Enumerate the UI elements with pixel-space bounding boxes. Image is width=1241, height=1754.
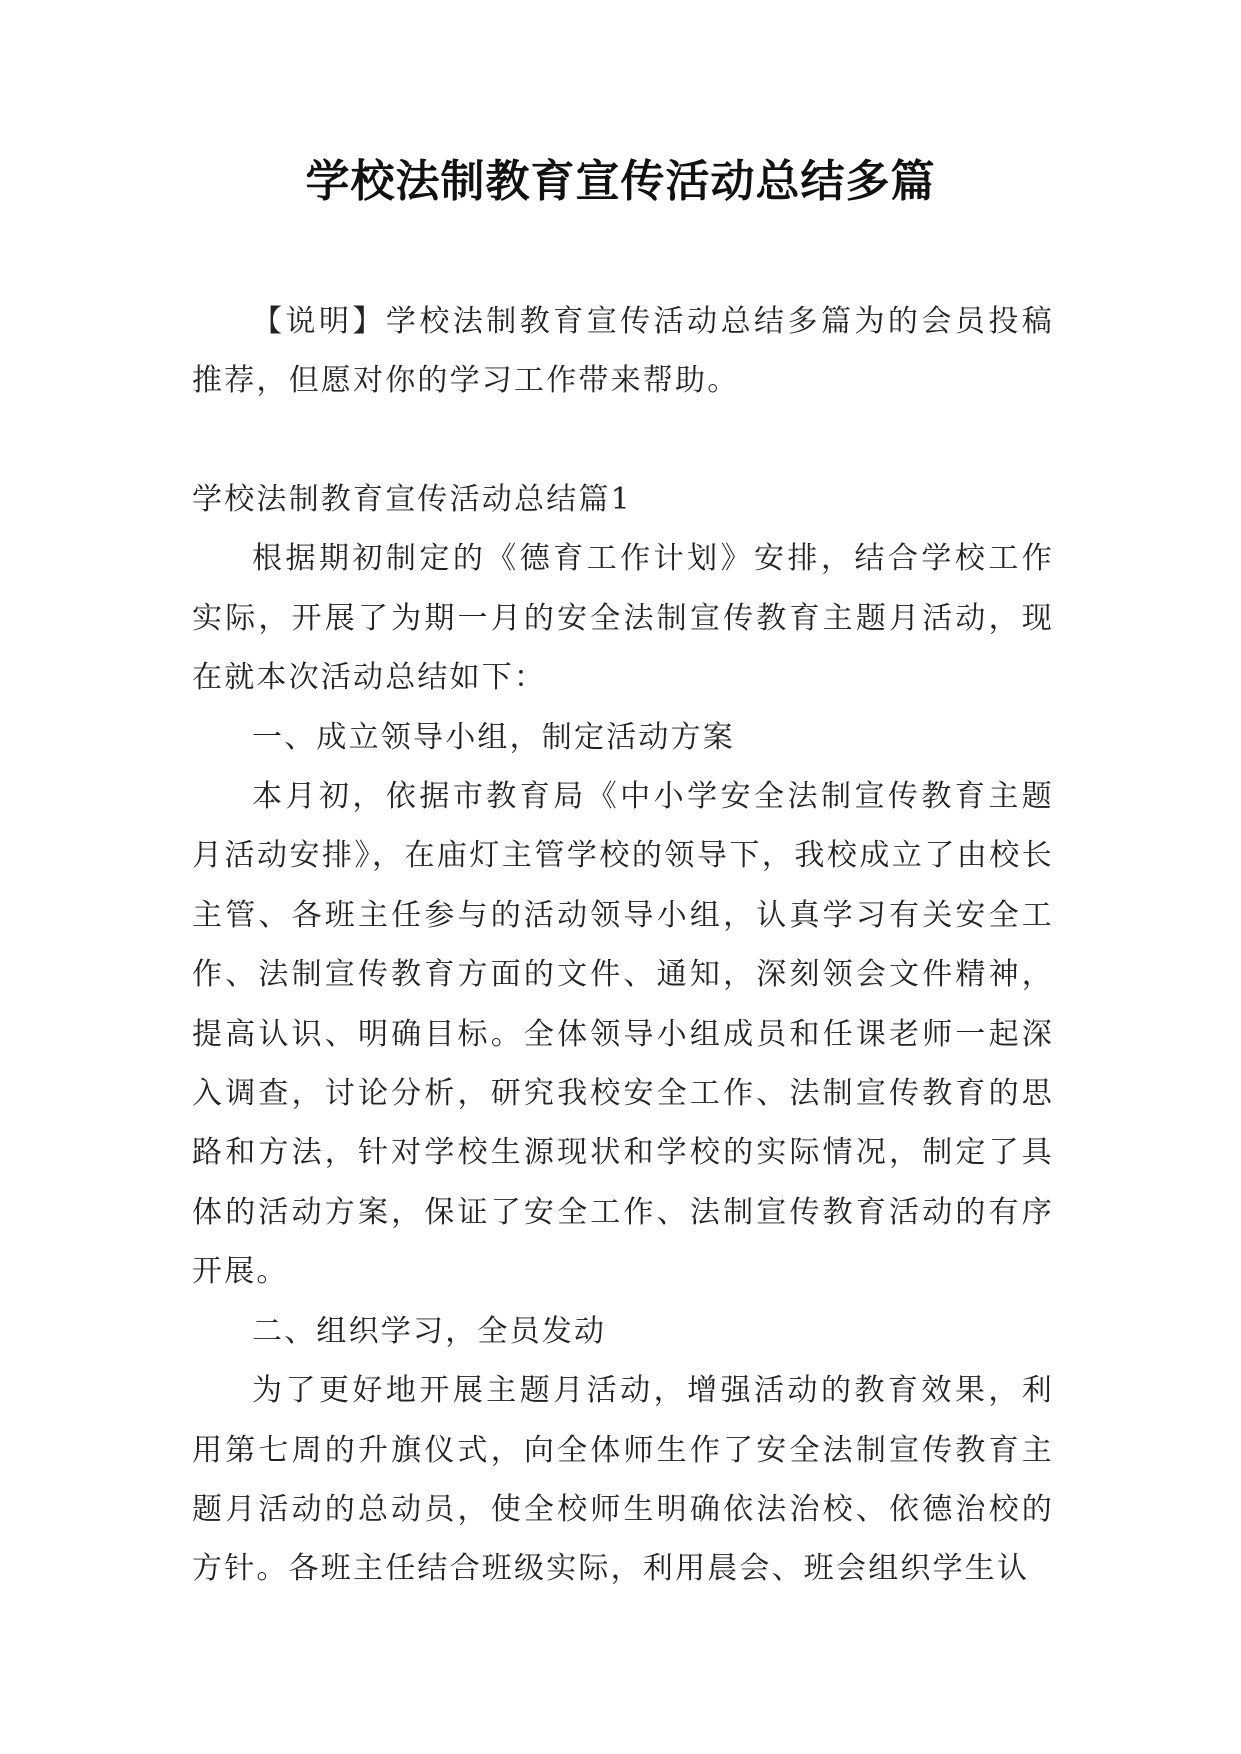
intro-paragraph: 【说明】学校法制教育宣传活动总结多篇为的会员投稿推荐，但愿对你的学习工作带来帮助。 <box>192 304 1054 399</box>
section-heading-2: 二、组织学习，全员发动 <box>252 1313 607 1349</box>
paragraph-leadership: 本月初，依据市教育局《中小学安全法制宣传教育主题月活动安排》，在庙灯主管学校的领导下，我校成立了由校长主管、各班主任参与的活动领导小组，认真学习有关安全工作、法制宣传教育方面的文件、通知，深刻领会文件精神，提高认识、明确目标。全体领导小组成员和任课老师一起深入调查，讨论分析，研究我校安全工作、法制宣传教育的思路和方法，针对学校生源现状和学校的实际情况，制定了具体的活动方案，保证了安全工作、法制宣传教育活动的有序开展。 <box>192 779 1054 1290</box>
paragraph-opening: 根据期初制定的《德育工作计划》安排，结合学校工作实际，开展了为期一月的安全法制宣传教育主题月活动，现在就本次活动总结如下： <box>192 541 1054 696</box>
article-heading: 学校法制教育宣传活动总结篇1 <box>192 482 632 517</box>
paragraph-mobilization: 为了更好地开展主题月活动，增强活动的教育效果，利用第七周的升旗仪式，向全体师生作了安全法制宣传教育主题月活动的总动员，使全校师生明确依法治校、依德治校的方针。各班主任结合班级实际，利用晨会、班会组织学生认 <box>192 1373 1054 1587</box>
section-heading-1: 一、成立领导小组，制定活动方案 <box>252 719 735 755</box>
intro-section <box>192 292 1054 411</box>
article-body <box>192 470 1054 1599</box>
document-title: 学校法制教育宣传活动总结多篇 <box>305 156 936 207</box>
